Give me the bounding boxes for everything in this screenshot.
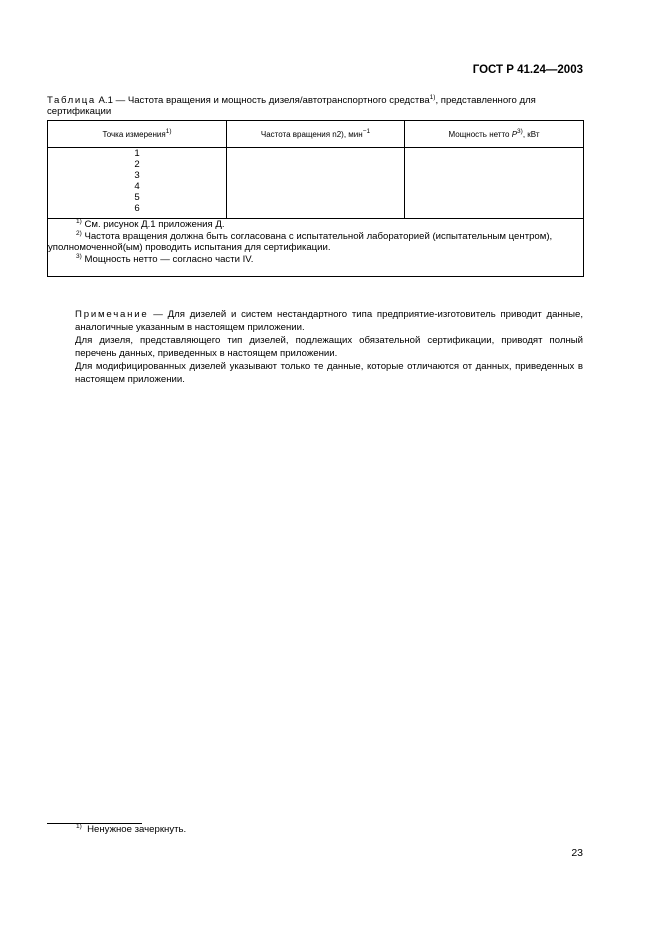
remark-1: Примечание — Для дизелей и систем нестандартного типа предприятие-изготовитель приводит данные, аналогичные указанным в настоящем приложении. bbox=[75, 309, 583, 333]
table-note-3: $^{3)}$ Мощность нетто — согласно части IV. bbox=[76, 252, 254, 265]
point-1: 1 bbox=[134, 148, 140, 159]
remark-label: Примечание bbox=[75, 309, 149, 320]
point-6: 6 bbox=[134, 203, 140, 214]
column-header-measurement-point: Точка измерения$^{1)}$ bbox=[48, 121, 227, 148]
table-caption bbox=[47, 95, 587, 117]
point-2: 2 bbox=[134, 159, 140, 170]
table-note-1: $^{1)}$ См. рисунок Д.1 приложения Д. bbox=[76, 218, 225, 230]
table-caption-text-end: , представленного для сертификации bbox=[47, 95, 536, 117]
table-caption-sup: 1) bbox=[429, 94, 436, 101]
table-note-2: $^{2)}$ Частота вращения должна быть согласована с испытательной лабораторией (испытательным центром), уполномоченной(ым) проводить испытания для сертификации. bbox=[48, 229, 553, 254]
table-row bbox=[48, 148, 584, 219]
point-4: 4 bbox=[134, 181, 140, 192]
remark-3: Для модифицированных дизелей указывают только те данные, которые отличаются от данных, приведенных в настоящем приложении. bbox=[75, 361, 583, 385]
measurement-points-cell bbox=[48, 148, 227, 219]
point-5: 5 bbox=[134, 192, 140, 203]
data-table bbox=[47, 120, 584, 277]
table-notes-cell bbox=[48, 219, 584, 277]
column-header-rotation-speed: Частота вращения n2), мин$^{-1}$ bbox=[227, 121, 405, 148]
page-number: 23 bbox=[571, 847, 583, 859]
column-header-net-power: Мощность нетто $P^{3)}$, кВт bbox=[405, 121, 584, 148]
document-id: ГОСТ Р 41.24—2003 bbox=[472, 64, 583, 76]
remarks-block bbox=[75, 308, 583, 386]
table-notes-row bbox=[48, 219, 584, 277]
net-power-cell bbox=[405, 148, 584, 219]
point-3: 3 bbox=[134, 170, 140, 181]
rotation-speed-cell bbox=[227, 148, 405, 219]
table-caption-label: Таблица bbox=[47, 95, 96, 106]
table-caption-text: А.1 — Частота вращения и мощность дизеля/автотранспортного средства bbox=[98, 95, 430, 106]
page-footnote: $^{1)}$ Ненужное зачеркнуть. bbox=[76, 823, 187, 835]
remark-2: Для дизеля, представляющего тип дизелей, подлежащих обязательной сертификации, приводят полный перечень данных, приведенных в настоящем приложении. bbox=[75, 335, 583, 359]
table-header-row bbox=[48, 121, 584, 148]
